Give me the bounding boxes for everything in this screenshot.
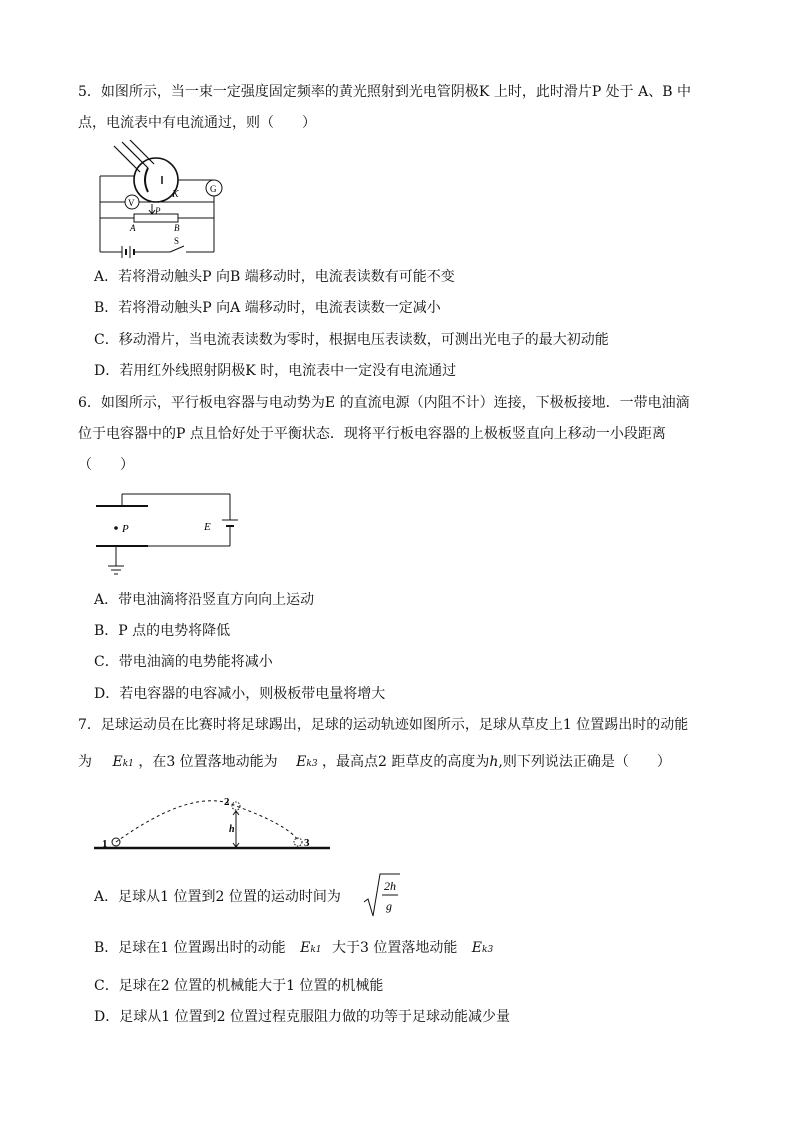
ek1-symbol-b: Ek1 [300,940,322,956]
q7-option-d: D．足球从1 位置到2 位置过程克服阻力做的功等于足球动能减少量 [94,1009,510,1025]
q6-option-c: C．带电油滴的电势能将减小 [94,654,273,670]
q5-option-d: D．若用红外线照射阴极K 时，电流表中一定没有电流通过 [94,363,457,379]
q7-label-3: 3 [304,837,310,849]
q5-option-b: B．若将滑动触头P 向A 端移动时，电流表读数一定减小 [94,300,441,316]
q7-option-a: A．足球从1 位置到2 位置的运动时间为 [94,889,341,905]
ek3-symbol-b: Ek3 [471,940,494,956]
q5-label-p: P [155,206,161,216]
q6-capacitor-circuit-figure [94,490,244,580]
q6-label-e: E [204,521,211,533]
q6-option-a: A．带电油滴将沿竖直方向向上运动 [94,592,315,608]
q5-option-c: C．移动滑片，当电流表读数为零时，根据电压表读数，可测出光电子的最大初动能 [94,332,609,348]
ek1-symbol: Ek1 [112,754,134,770]
q6-stem-line3: （ ） [78,457,134,473]
q7-trajectory-figure [94,792,334,854]
q6-label-p: P [122,523,129,535]
svg-text:g: g [386,899,392,913]
q7-option-c: C．足球在2 位置的机械能大于1 位置的机械能 [94,978,384,994]
q5-label-k: K [172,189,179,200]
q5-label-g: G [210,184,217,194]
q5-photocell-circuit-figure [94,140,234,256]
q7-label-h: h [229,824,235,835]
q5-label-v: V [128,198,135,208]
ek3-symbol: Ek3 [296,754,318,770]
q6-stem-line1: 6．如图所示，平行板电容器与电动势为E 的直流电源（内阻不计）连接，下极板接地．一带电油滴 [78,395,690,411]
q5-stem-line2: 点，电流表中有电流通过，则（ ） [78,115,316,131]
q6-option-d: D．若电容器的电容减小，则极板带电量将增大 [94,686,386,702]
q7-option-b: B．足球在1 位置踢出时的动能 Ek1 大于3 位置落地动能 Ek3 [94,940,494,956]
q7-option-a-sqrt-formula [362,872,402,920]
svg-text:2h: 2h [384,879,396,893]
q5-label-a: A [130,223,136,233]
q5-label-s: S [174,236,180,246]
q7-label-1: 1 [102,838,108,850]
q6-option-b: B．P 点的电势将降低 [94,623,231,639]
q7-stem-line2: 为 Ek1 ，在3 位置落地动能为 Ek3 ，最高点2 距草皮的高度为h,则下列说法正确是（ ） [78,754,671,770]
q6-stem-line2: 位于电容器中的P 点且恰好处于平衡状态．现将平行板电容器的上极板竖直向上移动一小段距离 [78,426,666,442]
q5-option-a: A．若将滑动触头P 向B 端移动时，电流表读数有可能不变 [94,269,455,285]
q7-stem-line1: 7．足球运动员在比赛时将足球踢出，足球的运动轨迹如图所示，足球从草皮上1 位置踢出时的动能 [78,717,689,733]
q7-label-2: 2 [224,796,230,808]
q5-label-b: B [174,223,180,233]
q5-stem-line1: 5．如图所示，当一束一定强度固定频率的黄光照射到光电管阴极K 上时，此时滑片P 处于 A、B 中 [78,84,691,100]
